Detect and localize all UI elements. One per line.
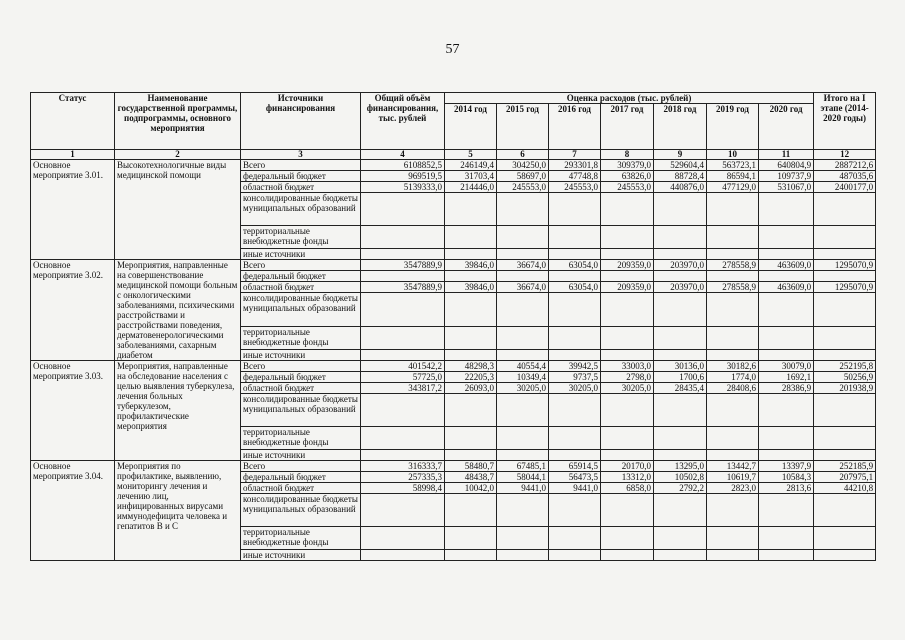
measure-name-cell: Мероприятия по профилактике, выявлению, мониторингу лечения и лечению лиц, инфицированных вирусами иммунодефицита человека и гепатитов В и С (115, 461, 241, 561)
value-cell: 48298,3 (445, 361, 497, 372)
value-cell (759, 349, 814, 360)
value-cell (445, 349, 497, 360)
table-body (31, 160, 876, 561)
value-cell (707, 193, 759, 226)
value-cell (654, 427, 707, 450)
value-cell (549, 550, 601, 561)
source-cell: федеральный бюджет (241, 372, 361, 383)
source-cell: территориальные внебюджетные фонды (241, 226, 361, 249)
header-year: 2018 год (654, 104, 707, 150)
value-cell: 20170,0 (601, 461, 654, 472)
value-cell (445, 226, 497, 249)
value-cell (654, 349, 707, 360)
value-cell (497, 293, 549, 326)
source-cell: Всего (241, 361, 361, 372)
value-cell (759, 394, 814, 427)
value-cell (361, 326, 445, 349)
value-cell: 203970,0 (654, 282, 707, 293)
value-cell: 28408,6 (707, 383, 759, 394)
value-cell (759, 450, 814, 461)
value-cell (445, 550, 497, 561)
value-cell (814, 226, 876, 249)
value-cell: 969519,5 (361, 171, 445, 182)
column-number-row (31, 150, 876, 160)
value-cell (814, 326, 876, 349)
value-cell: 6858,0 (601, 483, 654, 494)
value-cell (549, 527, 601, 550)
value-cell: 28386,9 (759, 383, 814, 394)
value-cell: 1700,6 (654, 372, 707, 383)
value-cell: 343817,2 (361, 383, 445, 394)
status-cell: Основное мероприятие 3.03. (31, 361, 115, 461)
value-cell (601, 249, 654, 260)
status-cell: Основное мероприятие 3.02. (31, 260, 115, 361)
value-cell (445, 494, 497, 527)
value-cell (707, 326, 759, 349)
value-cell: 1295070,9 (814, 282, 876, 293)
value-cell (361, 527, 445, 550)
table-row (31, 160, 876, 171)
table-row (31, 461, 876, 472)
value-cell (445, 293, 497, 326)
value-cell (549, 193, 601, 226)
header-year: 2015 год (497, 104, 549, 150)
value-cell (361, 349, 445, 360)
value-cell (601, 550, 654, 561)
value-cell: 10042,0 (445, 483, 497, 494)
value-cell (601, 293, 654, 326)
value-cell: 30182,6 (707, 361, 759, 372)
value-cell (654, 326, 707, 349)
value-cell (814, 394, 876, 427)
value-cell (497, 394, 549, 427)
value-cell: 9737,5 (549, 372, 601, 383)
value-cell: 531067,0 (759, 182, 814, 193)
value-cell: 316333,7 (361, 461, 445, 472)
value-cell (361, 427, 445, 450)
value-cell (361, 226, 445, 249)
value-cell (497, 494, 549, 527)
value-cell (497, 550, 549, 561)
value-cell: 440876,0 (654, 182, 707, 193)
value-cell: 63054,0 (549, 260, 601, 271)
value-cell: 33003,0 (601, 361, 654, 372)
value-cell (361, 271, 445, 282)
value-cell (601, 450, 654, 461)
source-cell: территориальные внебюджетные фонды (241, 527, 361, 550)
header-total-volume: Общий объём финансирования, тыс. рублей (361, 93, 445, 150)
source-cell: консолидированные бюджеты муниципальных образований (241, 193, 361, 226)
value-cell (814, 193, 876, 226)
value-cell (654, 271, 707, 282)
value-cell: 86594,1 (707, 171, 759, 182)
value-cell (549, 293, 601, 326)
value-cell (654, 394, 707, 427)
measure-name-cell: Мероприятия, направленные на обследование населения с целью выявления туберкулеза, лечения больных туберкулезом, профилактические мероприятия (115, 361, 241, 461)
column-number: 6 (497, 150, 549, 160)
value-cell: 3547889,9 (361, 260, 445, 271)
value-cell: 40554,4 (497, 361, 549, 372)
value-cell (497, 226, 549, 249)
value-cell: 201938,9 (814, 383, 876, 394)
value-cell (445, 326, 497, 349)
value-cell (497, 326, 549, 349)
column-number: 2 (115, 150, 241, 160)
value-cell: 2887212,6 (814, 160, 876, 171)
value-cell: 252185,9 (814, 461, 876, 472)
value-cell: 36674,0 (497, 282, 549, 293)
value-cell (814, 427, 876, 450)
source-cell: федеральный бюджет (241, 472, 361, 483)
value-cell: 63054,0 (549, 282, 601, 293)
value-cell (549, 271, 601, 282)
source-cell: иные источники (241, 450, 361, 461)
value-cell: 245553,0 (497, 182, 549, 193)
value-cell: 47748,8 (549, 171, 601, 182)
value-cell: 6108852,5 (361, 160, 445, 171)
source-cell: областной бюджет (241, 383, 361, 394)
header-year: 2020 год (759, 104, 814, 150)
value-cell: 26093,0 (445, 383, 497, 394)
value-cell (549, 226, 601, 249)
value-cell (759, 550, 814, 561)
column-number: 5 (445, 150, 497, 160)
source-cell: областной бюджет (241, 483, 361, 494)
page-number: 57 (445, 42, 460, 57)
value-cell (601, 527, 654, 550)
value-cell: 209359,0 (601, 282, 654, 293)
value-cell (601, 494, 654, 527)
value-cell (497, 349, 549, 360)
column-number: 9 (654, 150, 707, 160)
value-cell (361, 249, 445, 260)
value-cell (654, 293, 707, 326)
value-cell (707, 349, 759, 360)
value-cell: 563723,1 (707, 160, 759, 171)
value-cell (497, 427, 549, 450)
value-cell: 1692,1 (759, 372, 814, 383)
value-cell: 30205,0 (549, 383, 601, 394)
source-cell: консолидированные бюджеты муниципальных образований (241, 293, 361, 326)
header-row (31, 93, 876, 104)
column-number: 8 (601, 150, 654, 160)
value-cell: 2792,2 (654, 483, 707, 494)
column-number: 10 (707, 150, 759, 160)
value-cell: 13397,9 (759, 461, 814, 472)
value-cell (707, 494, 759, 527)
value-cell (814, 271, 876, 282)
value-cell (759, 271, 814, 282)
value-cell: 2400177,0 (814, 182, 876, 193)
measure-name-cell: Мероприятия, направленные на совершенствование медицинской помощи больным с онкологическими заболеваниями, психическими расстройствами и расстройствами поведения, дерматовенерологическими заболеваниями, сахарным диабетом (115, 260, 241, 361)
value-cell (497, 193, 549, 226)
value-cell (814, 527, 876, 550)
value-cell (654, 527, 707, 550)
value-cell: 401542,2 (361, 361, 445, 372)
header-status: Статус (31, 93, 115, 150)
value-cell (601, 326, 654, 349)
value-cell (497, 249, 549, 260)
value-cell: 278558,9 (707, 282, 759, 293)
value-cell: 252195,8 (814, 361, 876, 372)
value-cell: 48438,7 (445, 472, 497, 483)
header-name: Наименование государственной программы, подпрограммы, основного мероприятия (115, 93, 241, 150)
source-cell: консолидированные бюджеты муниципальных образований (241, 494, 361, 527)
value-cell: 56473,5 (549, 472, 601, 483)
value-cell (601, 349, 654, 360)
source-cell: иные источники (241, 249, 361, 260)
value-cell: 13312,0 (601, 472, 654, 483)
value-cell: 2823,0 (707, 483, 759, 494)
value-cell: 5139333,0 (361, 182, 445, 193)
value-cell (601, 226, 654, 249)
value-cell (445, 271, 497, 282)
column-number: 4 (361, 150, 445, 160)
source-cell: областной бюджет (241, 282, 361, 293)
source-cell: федеральный бюджет (241, 271, 361, 282)
value-cell: 9441,0 (549, 483, 601, 494)
value-cell: 58697,0 (497, 171, 549, 182)
value-cell: 246149,4 (445, 160, 497, 171)
value-cell (759, 527, 814, 550)
source-cell: Всего (241, 461, 361, 472)
value-cell: 30205,0 (497, 383, 549, 394)
value-cell (707, 427, 759, 450)
value-cell: 31703,4 (445, 171, 497, 182)
source-cell: Всего (241, 160, 361, 171)
column-number: 11 (759, 150, 814, 160)
value-cell (549, 349, 601, 360)
value-cell (814, 249, 876, 260)
value-cell: 487035,6 (814, 171, 876, 182)
value-cell (759, 193, 814, 226)
value-cell: 10584,3 (759, 472, 814, 483)
source-cell: консолидированные бюджеты муниципальных образований (241, 394, 361, 427)
value-cell (654, 550, 707, 561)
value-cell: 309379,0 (601, 160, 654, 171)
value-cell (497, 271, 549, 282)
header-year: 2014 год (445, 104, 497, 150)
value-cell (654, 226, 707, 249)
value-cell: 44210,8 (814, 483, 876, 494)
value-cell (361, 450, 445, 461)
value-cell (707, 293, 759, 326)
value-cell: 463609,0 (759, 260, 814, 271)
value-cell (549, 450, 601, 461)
value-cell (707, 271, 759, 282)
value-cell (707, 394, 759, 427)
value-cell: 207975,1 (814, 472, 876, 483)
status-cell: Основное мероприятие 3.04. (31, 461, 115, 561)
source-cell: территориальные внебюджетные фонды (241, 427, 361, 450)
value-cell: 10502,8 (654, 472, 707, 483)
value-cell (361, 394, 445, 427)
value-cell (497, 527, 549, 550)
value-cell: 58998,4 (361, 483, 445, 494)
value-cell (759, 293, 814, 326)
value-cell: 30205,0 (601, 383, 654, 394)
table-row (31, 260, 876, 271)
value-cell: 3547889,9 (361, 282, 445, 293)
value-cell (601, 193, 654, 226)
value-cell: 57725,0 (361, 372, 445, 383)
value-cell (759, 326, 814, 349)
value-cell (814, 450, 876, 461)
value-cell (814, 550, 876, 561)
column-number: 1 (31, 150, 115, 160)
value-cell: 245553,0 (549, 182, 601, 193)
header-year: 2017 год (601, 104, 654, 150)
value-cell (759, 494, 814, 527)
source-cell: территориальные внебюджетные фонды (241, 326, 361, 349)
value-cell: 30136,0 (654, 361, 707, 372)
value-cell: 58480,7 (445, 461, 497, 472)
header-sources: Источники финансирования (241, 93, 361, 150)
source-cell: иные источники (241, 349, 361, 360)
table-row (31, 361, 876, 372)
budget-table (30, 92, 876, 561)
value-cell (759, 226, 814, 249)
value-cell (654, 494, 707, 527)
value-cell: 209359,0 (601, 260, 654, 271)
value-cell: 63826,0 (601, 171, 654, 182)
value-cell: 2798,0 (601, 372, 654, 383)
value-cell: 278558,9 (707, 260, 759, 271)
status-cell: Основное мероприятие 3.01. (31, 160, 115, 260)
value-cell (361, 193, 445, 226)
value-cell (759, 427, 814, 450)
value-cell (549, 427, 601, 450)
value-cell: 30079,0 (759, 361, 814, 372)
value-cell: 9441,0 (497, 483, 549, 494)
value-cell: 22205,3 (445, 372, 497, 383)
value-cell: 39942,5 (549, 361, 601, 372)
value-cell: 50256,9 (814, 372, 876, 383)
value-cell (707, 249, 759, 260)
value-cell: 529604,4 (654, 160, 707, 171)
value-cell: 109737,9 (759, 171, 814, 182)
value-cell: 39846,0 (445, 282, 497, 293)
value-cell: 13295,0 (654, 461, 707, 472)
value-cell: 463609,0 (759, 282, 814, 293)
source-cell: иные источники (241, 550, 361, 561)
value-cell: 28435,4 (654, 383, 707, 394)
value-cell (497, 450, 549, 461)
source-cell: областной бюджет (241, 182, 361, 193)
column-number: 7 (549, 150, 601, 160)
value-cell (549, 494, 601, 527)
value-cell (759, 249, 814, 260)
value-cell (707, 550, 759, 561)
value-cell: 257335,3 (361, 472, 445, 483)
value-cell: 36674,0 (497, 260, 549, 271)
value-cell (445, 450, 497, 461)
value-cell (361, 494, 445, 527)
value-cell (654, 249, 707, 260)
value-cell (814, 349, 876, 360)
column-number: 12 (814, 150, 876, 160)
value-cell: 1295070,9 (814, 260, 876, 271)
value-cell (654, 193, 707, 226)
value-cell (601, 271, 654, 282)
value-cell (814, 494, 876, 527)
value-cell: 304250,0 (497, 160, 549, 171)
value-cell: 88728,4 (654, 171, 707, 182)
value-cell: 2813,6 (759, 483, 814, 494)
source-cell: федеральный бюджет (241, 171, 361, 182)
value-cell (814, 293, 876, 326)
value-cell: 58044,1 (497, 472, 549, 483)
value-cell: 214446,0 (445, 182, 497, 193)
header-estimate: Оценка расходов (тыс. рублей) (445, 93, 814, 104)
value-cell (707, 450, 759, 461)
value-cell: 203970,0 (654, 260, 707, 271)
value-cell: 477129,0 (707, 182, 759, 193)
value-cell: 39846,0 (445, 260, 497, 271)
value-cell: 65914,5 (549, 461, 601, 472)
measure-name-cell: Высокотехнологичные виды медицинской помощи (115, 160, 241, 260)
header-stage-total: Итого на I этапе (2014-2020 годы) (814, 93, 876, 150)
value-cell (707, 527, 759, 550)
source-cell: Всего (241, 260, 361, 271)
value-cell (445, 427, 497, 450)
value-cell (549, 326, 601, 349)
value-cell: 13442,7 (707, 461, 759, 472)
value-cell: 10619,7 (707, 472, 759, 483)
value-cell: 67485,1 (497, 461, 549, 472)
value-cell (445, 249, 497, 260)
value-cell (549, 394, 601, 427)
value-cell (601, 427, 654, 450)
value-cell (654, 450, 707, 461)
value-cell (445, 527, 497, 550)
header-year: 2016 год (549, 104, 601, 150)
value-cell: 1774,0 (707, 372, 759, 383)
value-cell: 293301,8 (549, 160, 601, 171)
column-number: 3 (241, 150, 361, 160)
value-cell (445, 193, 497, 226)
header-year: 2019 год (707, 104, 759, 150)
value-cell: 640804,9 (759, 160, 814, 171)
value-cell (601, 394, 654, 427)
value-cell (361, 293, 445, 326)
value-cell (445, 394, 497, 427)
value-cell: 10349,4 (497, 372, 549, 383)
value-cell: 245553,0 (601, 182, 654, 193)
value-cell (707, 226, 759, 249)
value-cell (549, 249, 601, 260)
value-cell (361, 550, 445, 561)
